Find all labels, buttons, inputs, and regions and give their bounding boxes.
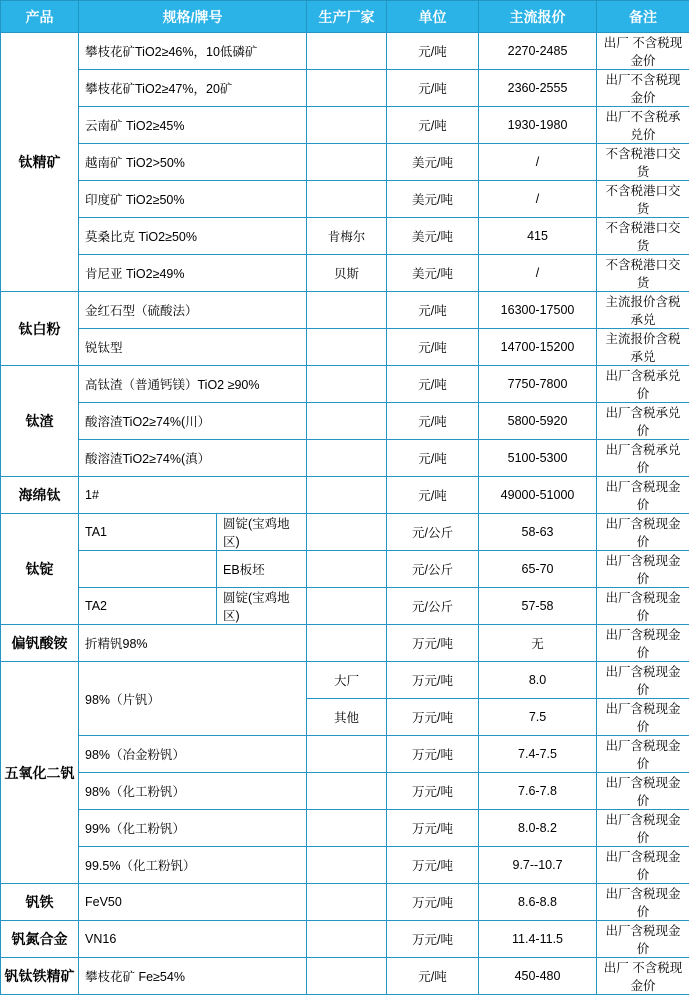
spec-cell: 99%（化工粉钒） [79, 810, 307, 847]
note-cell: 出厂含税承兑价 [597, 403, 689, 440]
unit-cell: 万元/吨 [387, 810, 479, 847]
note-cell: 出厂含税现金价 [597, 662, 689, 699]
price-cell: / [479, 181, 597, 218]
maker-cell [307, 847, 387, 884]
unit-cell: 万元/吨 [387, 847, 479, 884]
note-cell: 出厂 不含税现金价 [597, 958, 689, 995]
note-cell: 不含税港口交货 [597, 181, 689, 218]
note-cell: 出厂含税现金价 [597, 625, 689, 662]
spec-cell: 折精钒98% [79, 625, 307, 662]
note-cell: 出厂 不含税现金价 [597, 33, 689, 70]
note-cell: 出厂不含税承兑价 [597, 107, 689, 144]
maker-cell [307, 736, 387, 773]
unit-cell: 美元/吨 [387, 218, 479, 255]
table-row [1, 625, 689, 662]
maker-cell [307, 588, 387, 625]
unit-cell: 万元/吨 [387, 773, 479, 810]
note-cell: 出厂含税现金价 [597, 884, 689, 921]
price-cell: 11.4-11.5 [479, 921, 597, 958]
price-cell: 8.0 [479, 662, 597, 699]
maker-cell [307, 366, 387, 403]
price-cell: 450-480 [479, 958, 597, 995]
price-cell: 49000-51000 [479, 477, 597, 514]
table-row [1, 477, 689, 514]
maker-cell [307, 440, 387, 477]
table-row [1, 773, 689, 810]
table-row [1, 921, 689, 958]
maker-cell [307, 958, 387, 995]
price-cell: 无 [479, 625, 597, 662]
unit-cell: 元/吨 [387, 107, 479, 144]
table-row [1, 736, 689, 773]
note-cell: 主流报价含税承兑 [597, 292, 689, 329]
unit-cell: 元/吨 [387, 329, 479, 366]
price-cell: 2360-2555 [479, 70, 597, 107]
maker-cell [307, 921, 387, 958]
header-price: 主流报价 [479, 1, 597, 33]
note-cell: 出厂含税现金价 [597, 551, 689, 588]
table-row [1, 551, 689, 588]
table-row [1, 181, 689, 218]
table-row [1, 366, 689, 403]
unit-cell: 元/吨 [387, 403, 479, 440]
price-cell: 5800-5920 [479, 403, 597, 440]
price-cell: 57-58 [479, 588, 597, 625]
maker-cell [307, 33, 387, 70]
price-cell: 14700-15200 [479, 329, 597, 366]
spec-cell [79, 551, 217, 588]
product-category-cell: 钒铁 [1, 884, 79, 921]
price-cell: 5100-5300 [479, 440, 597, 477]
spec-cell: 98%（片钒） [79, 662, 307, 736]
table-row [1, 958, 689, 995]
header-note: 备注 [597, 1, 689, 33]
maker-cell [307, 181, 387, 218]
price-cell: 65-70 [479, 551, 597, 588]
note-cell: 不含税港口交货 [597, 144, 689, 181]
price-cell: 7.6-7.8 [479, 773, 597, 810]
note-cell: 出厂含税现金价 [597, 477, 689, 514]
table-body [1, 33, 689, 995]
product-category-cell: 钒钛铁精矿 [1, 958, 79, 995]
maker-cell [307, 329, 387, 366]
unit-cell: 元/吨 [387, 477, 479, 514]
spec-cell: 莫桑比克 TiO2≥50% [79, 218, 307, 255]
unit-cell: 元/吨 [387, 33, 479, 70]
unit-cell: 元/吨 [387, 366, 479, 403]
product-category-cell: 偏钒酸铵 [1, 625, 79, 662]
unit-cell: 元/公斤 [387, 588, 479, 625]
note-cell: 出厂含税现金价 [597, 699, 689, 736]
note-cell: 出厂含税现金价 [597, 588, 689, 625]
maker-cell: 大厂 [307, 662, 387, 699]
table-row [1, 403, 689, 440]
unit-cell: 万元/吨 [387, 921, 479, 958]
header-spec: 规格/牌号 [79, 1, 307, 33]
table-row [1, 70, 689, 107]
header-maker: 生产厂家 [307, 1, 387, 33]
maker-cell [307, 625, 387, 662]
maker-cell: 肯梅尔 [307, 218, 387, 255]
product-category-cell: 五氧化二钒 [1, 662, 79, 884]
maker-cell: 贝斯 [307, 255, 387, 292]
product-category-cell: 钛渣 [1, 366, 79, 477]
price-cell: 7.5 [479, 699, 597, 736]
unit-cell: 元/公斤 [387, 551, 479, 588]
price-cell: 58-63 [479, 514, 597, 551]
header-product: 产品 [1, 1, 79, 33]
price-cell: 7750-7800 [479, 366, 597, 403]
maker-cell [307, 477, 387, 514]
spec-cell: 越南矿 TiO2>50% [79, 144, 307, 181]
unit-cell: 美元/吨 [387, 255, 479, 292]
spec-cell: 云南矿 TiO2≥45% [79, 107, 307, 144]
maker-cell: 其他 [307, 699, 387, 736]
maker-cell [307, 107, 387, 144]
note-cell: 主流报价含税承兑 [597, 329, 689, 366]
spec-cell: 锐钛型 [79, 329, 307, 366]
table-row [1, 588, 689, 625]
note-cell: 出厂含税承兑价 [597, 440, 689, 477]
note-cell: 出厂含税现金价 [597, 773, 689, 810]
maker-cell [307, 884, 387, 921]
unit-cell: 元/公斤 [387, 514, 479, 551]
spec-cell: TA2 [79, 588, 217, 625]
price-cell: 2270-2485 [479, 33, 597, 70]
unit-cell: 美元/吨 [387, 181, 479, 218]
maker-cell [307, 292, 387, 329]
spec-cell: 肯尼亚 TiO2≥49% [79, 255, 307, 292]
spec-cell: 98%（化工粉钒） [79, 773, 307, 810]
table-row [1, 884, 689, 921]
note-cell: 出厂不含税现金价 [597, 70, 689, 107]
unit-cell: 元/吨 [387, 958, 479, 995]
table-row [1, 255, 689, 292]
price-cell: 16300-17500 [479, 292, 597, 329]
unit-cell: 元/吨 [387, 292, 479, 329]
table-row [1, 292, 689, 329]
unit-cell: 元/吨 [387, 70, 479, 107]
header-unit: 单位 [387, 1, 479, 33]
product-category-cell: 钛白粉 [1, 292, 79, 366]
price-cell: 1930-1980 [479, 107, 597, 144]
maker-cell [307, 70, 387, 107]
spec-cell: 99.5%（化工粉钒） [79, 847, 307, 884]
spec-cell: 酸溶渣TiO2≥74%(川） [79, 403, 307, 440]
unit-cell: 万元/吨 [387, 625, 479, 662]
spec-cell: 金红石型（硫酸法） [79, 292, 307, 329]
maker-cell [307, 551, 387, 588]
spec-cell: 攀枝花矿 Fe≥54% [79, 958, 307, 995]
spec-cell: 1# [79, 477, 307, 514]
note-cell: 出厂含税现金价 [597, 514, 689, 551]
spec-cell: TA1 [79, 514, 217, 551]
maker-cell [307, 144, 387, 181]
table-header-row [1, 1, 689, 33]
product-category-cell: 钛锭 [1, 514, 79, 625]
table-row [1, 329, 689, 366]
unit-cell: 万元/吨 [387, 736, 479, 773]
unit-cell: 万元/吨 [387, 662, 479, 699]
price-cell: 8.0-8.2 [479, 810, 597, 847]
unit-cell: 元/吨 [387, 440, 479, 477]
spec-cell: 攀枝花矿TiO2≥47%，20矿 [79, 70, 307, 107]
spec-detail-cell: EB板坯 [217, 551, 307, 588]
note-cell: 不含税港口交货 [597, 218, 689, 255]
note-cell: 出厂含税承兑价 [597, 366, 689, 403]
spec-cell: 98%（冶金粉钒） [79, 736, 307, 773]
price-cell: 7.4-7.5 [479, 736, 597, 773]
table-row [1, 514, 689, 551]
table-row [1, 144, 689, 181]
table-row [1, 107, 689, 144]
note-cell: 出厂含税现金价 [597, 810, 689, 847]
table-row [1, 810, 689, 847]
spec-detail-cell: 圆锭(宝鸡地区) [217, 514, 307, 551]
table-row [1, 847, 689, 884]
spec-cell: 高钛渣（普通钙镁）TiO2 ≥90% [79, 366, 307, 403]
table-row [1, 33, 689, 70]
product-category-cell: 钛精矿 [1, 33, 79, 292]
unit-cell: 万元/吨 [387, 884, 479, 921]
maker-cell [307, 514, 387, 551]
table-row [1, 218, 689, 255]
note-cell: 出厂含税现金价 [597, 847, 689, 884]
spec-cell: FeV50 [79, 884, 307, 921]
table-row [1, 662, 689, 699]
unit-cell: 美元/吨 [387, 144, 479, 181]
price-cell: 8.6-8.8 [479, 884, 597, 921]
maker-cell [307, 773, 387, 810]
price-cell: / [479, 255, 597, 292]
spec-detail-cell: 圆锭(宝鸡地区) [217, 588, 307, 625]
price-cell: 9.7--10.7 [479, 847, 597, 884]
product-category-cell: 钒氮合金 [1, 921, 79, 958]
price-cell: / [479, 144, 597, 181]
table-row [1, 440, 689, 477]
spec-cell: VN16 [79, 921, 307, 958]
note-cell: 出厂含税现金价 [597, 736, 689, 773]
product-category-cell: 海绵钛 [1, 477, 79, 514]
spec-cell: 酸溶渣TiO2≥74%(滇） [79, 440, 307, 477]
unit-cell: 万元/吨 [387, 699, 479, 736]
price-cell: 415 [479, 218, 597, 255]
maker-cell [307, 810, 387, 847]
note-cell: 出厂含税现金价 [597, 921, 689, 958]
spec-cell: 攀枝花矿TiO2≥46%，10低磷矿 [79, 33, 307, 70]
spec-cell: 印度矿 TiO2≥50% [79, 181, 307, 218]
maker-cell [307, 403, 387, 440]
note-cell: 不含税港口交货 [597, 255, 689, 292]
